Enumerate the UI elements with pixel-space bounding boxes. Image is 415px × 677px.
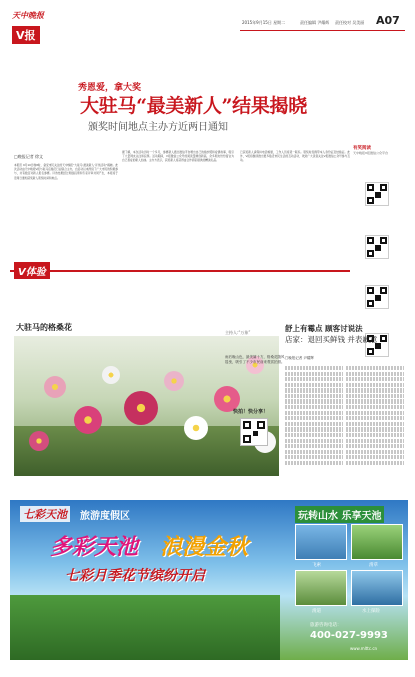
right-story-headline-1: 舒上有霉点 顾客讨说法 — [285, 324, 363, 333]
right-story-headline-2: 店家：退回买鲜钱 并表歉意 — [285, 335, 378, 344]
ad-hotline: 400-027-9993 — [310, 630, 388, 641]
feature-title: 大驻马的格桑花 — [16, 323, 72, 332]
ad-subtitle: 旅游度假区 — [80, 511, 130, 522]
ad-right-title: 玩转山水 乐享天池 — [295, 506, 384, 523]
article-col-3: 已获奖新人请保持电话畅通，工作人员将逐一联系。领奖时需携带本人身份证及结婚证。此外，V报将继续推出更多贴近市民生活的互动活动，欢迎广大读者关注V报微信公众号参与互动。 — [240, 150, 350, 163]
qr-code-3 — [365, 285, 389, 309]
ad-slogan-2: 浪漫金秋 — [160, 535, 249, 560]
feature-badge: V体验 — [14, 262, 50, 279]
ad-thumb-3 — [295, 570, 347, 606]
side-panel-label: 有奖阅读 — [353, 146, 371, 151]
ad-thumb-label-1: 飞索 — [312, 563, 321, 568]
date-line: 2015年9月15日 星期二 — [242, 20, 286, 25]
share-qr-code — [240, 418, 268, 446]
ad-thumb-label-3: 滑道 — [312, 609, 321, 614]
masthead-rule — [240, 30, 405, 31]
photo-caption: 雨后晚山色，最美属十方，格桑花随风摇曳，吸引了不少市民前来观赏拍照。 — [225, 355, 285, 364]
byline: □晚报记者 徐文 — [14, 154, 44, 159]
editor-2: 责任校对 吴美丽 — [335, 20, 365, 25]
tourism-ad — [10, 500, 408, 660]
article-headline: 大驻马“最美新人”结果揭晓 — [80, 95, 307, 117]
page-number: A07 — [376, 14, 400, 27]
article-col-1: 本报讯 9月10日晚8时，备受市民关注的天中晚报“大驻马‘最美新人’评选活动”揭晓。此次活动由天中晚报V报与驻马店婚庆行业联合主办，自启动以来得到了广大市民的积极参与，共有数百对新人报名参赛。评选结果经过网络投票和专家评审共同产生，本报将于近两日通知获奖新人领奖时间和地点。 — [14, 163, 118, 180]
ad-thumb-1 — [295, 524, 347, 560]
article-kicker: 秀恩爱，拿大奖 — [78, 83, 142, 93]
photo-credit: 主持人:“万象” — [225, 330, 251, 335]
ad-brand: 七彩天池 — [20, 506, 70, 522]
article-col-2: 据了解，本次活动历时一个多月，参赛新人通过微信平台晒出自己的婚纱照和爱情故事，吸引了大量网友关注和投票。活动期间，V报微信公众号的阅读量屡创新高，众多网友纷纷留言为自己喜爱的新人加油。主办方表示，获奖新人将获得由合作商家提供的精美礼品。 — [122, 150, 234, 163]
ad-website: www.mlttc.cn — [350, 646, 378, 651]
ad-thumb-4 — [351, 570, 403, 606]
masthead — [10, 10, 405, 50]
right-story-col-1 — [285, 366, 343, 476]
ad-thumb-2 — [351, 524, 403, 560]
right-story-byline: □晚报记者 尹耀辉 — [285, 356, 314, 360]
article-subhead: 颁奖时间地点主办方近两日通知 — [88, 122, 228, 133]
side-panel-sub: 天中晚报V报微信公众平台 — [353, 151, 389, 155]
ad-slogan-1: 多彩天池 — [50, 535, 139, 560]
feature-divider — [10, 270, 350, 272]
ad-lake-scene — [10, 595, 280, 660]
ad-thumb-label-2: 滑草 — [369, 563, 378, 568]
ad-hotline-label: 旅游咨询电话： — [310, 623, 342, 628]
qr-code-1 — [365, 182, 389, 206]
ad-thumb-label-4: 水上探险 — [362, 609, 380, 614]
editor-1: 责任编辑 尹耀辉 — [300, 20, 330, 25]
right-story-col-2 — [346, 366, 404, 476]
quick-share-label: 快拍！快分享！ — [233, 409, 269, 415]
qr-code-2 — [365, 235, 389, 259]
section-badge: V报 — [12, 26, 40, 44]
newspaper-logo: 天中晚报 — [12, 10, 44, 20]
ad-event: 七彩月季花节缤纷开启 — [65, 568, 205, 584]
